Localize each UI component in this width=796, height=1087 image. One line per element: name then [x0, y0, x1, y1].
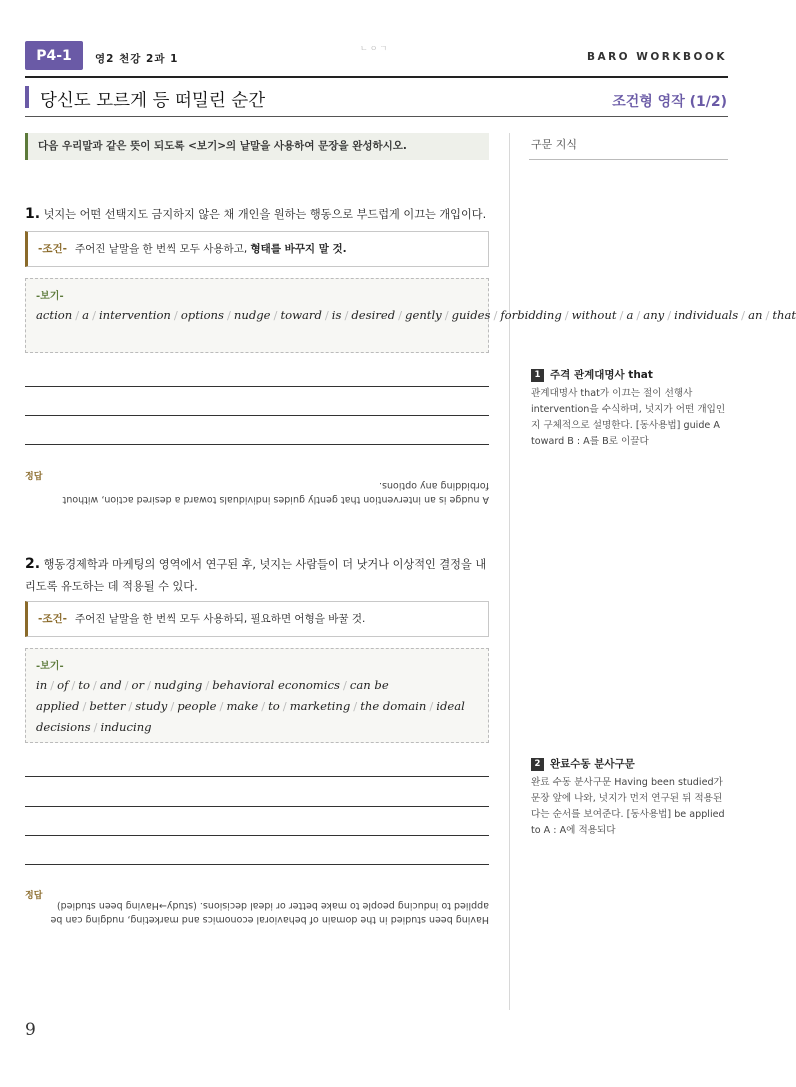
- word-chip: make: [226, 699, 259, 713]
- word-separator: /: [92, 678, 97, 692]
- word-chip: without: [571, 308, 617, 322]
- word-separator: /: [50, 678, 55, 692]
- note-body: 완료 수동 분사구문 Having been studied가 문장 앞에 나와, 넛지가 먼저 연구된 뒤 적용된다는 순서를 보여준다. [동사용법] be applied to A : A에 적용되다: [531, 777, 725, 836]
- word-box-label: -보기-: [36, 291, 64, 302]
- word-chip: nudge: [233, 308, 271, 322]
- word-separator: /: [226, 308, 231, 322]
- word-chip: any: [643, 308, 665, 322]
- word-separator: /: [741, 308, 746, 322]
- word-chip: gently: [405, 308, 442, 322]
- word-chip: nudging: [153, 678, 203, 692]
- word-separator: /: [636, 308, 641, 322]
- word-separator: /: [147, 678, 151, 692]
- word-chip: and: [99, 678, 122, 692]
- word-separator: /: [344, 308, 349, 322]
- word-chip: inducing: [100, 720, 152, 734]
- word-separator: /: [667, 308, 672, 322]
- header-rule: [25, 76, 728, 78]
- answer-label: 정답: [25, 472, 43, 482]
- question-text: 행동경제학과 마케팅의 영역에서 연구된 후, 넛지는 사람들이 더 낫거나 이상적인 결정을 내리도록 유도하는 데 적용될 수 있다.: [25, 558, 487, 593]
- answer-line[interactable]: [25, 776, 489, 777]
- faint-mark: ㄴㅇㄱ: [360, 44, 390, 53]
- word-chip: an: [748, 308, 763, 322]
- note-number: 2: [531, 758, 544, 771]
- word-chip: is: [331, 308, 342, 322]
- word-chip: behavioral economics: [212, 678, 340, 692]
- answer-text: A nudge is an intervention that gently guides individuals toward a desired action, without forbidding any options.: [62, 480, 489, 505]
- word-chip: study: [135, 699, 168, 713]
- page-badge: P4-1: [25, 41, 83, 70]
- answer-line[interactable]: [25, 415, 489, 416]
- word-chip: better: [89, 699, 126, 713]
- word-separator: /: [261, 699, 266, 713]
- word-chip: guides: [451, 308, 491, 322]
- word-chip: that: [772, 308, 796, 322]
- word-chip: a: [626, 308, 634, 322]
- condition-box-2: [25, 601, 489, 637]
- word-chip: people: [177, 699, 217, 713]
- word-separator: /: [444, 308, 449, 322]
- word-separator: /: [493, 308, 498, 322]
- page-subtitle: 조건형 영작 (1/2): [612, 94, 727, 110]
- word-separator: /: [128, 699, 133, 713]
- word-chip: can be applied: [36, 678, 389, 713]
- word-separator: /: [342, 678, 347, 692]
- answer-line[interactable]: [25, 864, 489, 865]
- page-number: 9: [25, 1020, 36, 1040]
- word-chip: forbidding: [500, 308, 562, 322]
- word-separator: /: [353, 699, 358, 713]
- word-chip: ideal decisions: [36, 699, 465, 734]
- condition-label: -조건-: [38, 243, 68, 255]
- note-body: 관계대명사 that가 이끄는 절이 선행사 intervention을 수식하며, 넛지가 어떤 개입인지 구체적으로 설명한다. [동사용법] guide A toward B : A를 B로 이끌다: [531, 388, 726, 447]
- course-label: 영2 천강 2과 1: [95, 53, 179, 65]
- note-title: 주격 관계대명사 that: [550, 369, 653, 381]
- question-2: [25, 553, 489, 598]
- word-separator: /: [75, 308, 80, 322]
- column-divider: [509, 133, 510, 1010]
- word-chip: a: [82, 308, 90, 322]
- word-separator: /: [205, 678, 210, 692]
- word-separator: /: [71, 678, 76, 692]
- word-separator: /: [619, 308, 624, 322]
- question-1: [25, 203, 489, 226]
- word-chip: in: [36, 678, 48, 692]
- word-chip: the domain: [360, 699, 427, 713]
- answer-line[interactable]: [25, 806, 489, 807]
- question-text: 넛지는 어떤 선택지도 금지하지 않은 채 개인을 원하는 행동으로 부드럽게 이끄는 개입이다.: [43, 208, 487, 221]
- word-chip: action: [36, 308, 73, 322]
- word-separator: /: [273, 308, 278, 322]
- word-separator: /: [173, 308, 178, 322]
- word-separator: /: [82, 699, 87, 713]
- answer-line[interactable]: [25, 835, 489, 836]
- word-chip: individuals: [674, 308, 739, 322]
- word-separator: /: [398, 308, 403, 322]
- word-list: [36, 675, 478, 738]
- brand-label: BARO WORKBOOK: [586, 51, 727, 63]
- grammar-note-2: [531, 756, 731, 839]
- word-box-2: [25, 648, 489, 743]
- answer-line[interactable]: [25, 444, 489, 445]
- word-box-label: -보기-: [36, 661, 64, 672]
- condition-text: 주어진 낱말을 한 번씩 모두 사용하되, 필요하면 어형을 바꿀 것.: [75, 613, 366, 625]
- word-chip: marketing: [289, 699, 351, 713]
- title-accent-bar: [25, 86, 29, 108]
- title-rule: [25, 116, 728, 117]
- question-number: 1.: [25, 206, 41, 222]
- word-separator: /: [324, 308, 329, 322]
- word-separator: /: [92, 308, 96, 322]
- word-separator: /: [219, 699, 224, 713]
- answer-label: 정답: [25, 891, 43, 901]
- word-list: [36, 305, 796, 326]
- condition-box-1: [25, 231, 489, 267]
- word-chip: desired: [351, 308, 396, 322]
- word-separator: /: [429, 699, 434, 713]
- word-chip: to: [268, 699, 280, 713]
- word-separator: /: [282, 699, 287, 713]
- grammar-note-1: [531, 367, 731, 450]
- note-title: 완료수동 분사구문: [550, 758, 635, 770]
- condition-label: -조건-: [38, 613, 68, 625]
- word-chip: toward: [280, 308, 322, 322]
- answer-text: Having been studied in the domain of behavioral economics and marketing, nudging can be applied to inducing people to make better or ideal decisions. (study→Having been studied): [50, 900, 489, 925]
- note-number: 1: [531, 369, 544, 382]
- word-chip: intervention: [98, 308, 171, 322]
- word-separator: /: [170, 699, 175, 713]
- question-number: 2.: [25, 556, 41, 572]
- word-chip: to: [78, 678, 90, 692]
- page-title: 당신도 모르게 등 떠밀린 순간: [40, 91, 266, 111]
- instruction: 다음 우리말과 같은 뜻이 되도록 <보기>의 낱말을 사용하여 문장을 완성하시오.: [25, 133, 489, 160]
- word-chip: options: [180, 308, 224, 322]
- condition-text: 주어진 낱말을 한 번씩 모두 사용하고,: [75, 243, 248, 255]
- word-chip: or: [131, 678, 145, 692]
- sidebar-heading: 구문 지식: [531, 138, 578, 151]
- answer-line[interactable]: [25, 386, 489, 387]
- word-separator: /: [93, 720, 98, 734]
- condition-bold: 형태를 바꾸지 말 것.: [250, 243, 347, 255]
- word-separator: /: [564, 308, 569, 322]
- word-chip: of: [57, 678, 69, 692]
- word-separator: /: [124, 678, 129, 692]
- sidebar-rule: [529, 159, 728, 160]
- word-separator: /: [765, 308, 770, 322]
- word-box-1: [25, 278, 796, 353]
